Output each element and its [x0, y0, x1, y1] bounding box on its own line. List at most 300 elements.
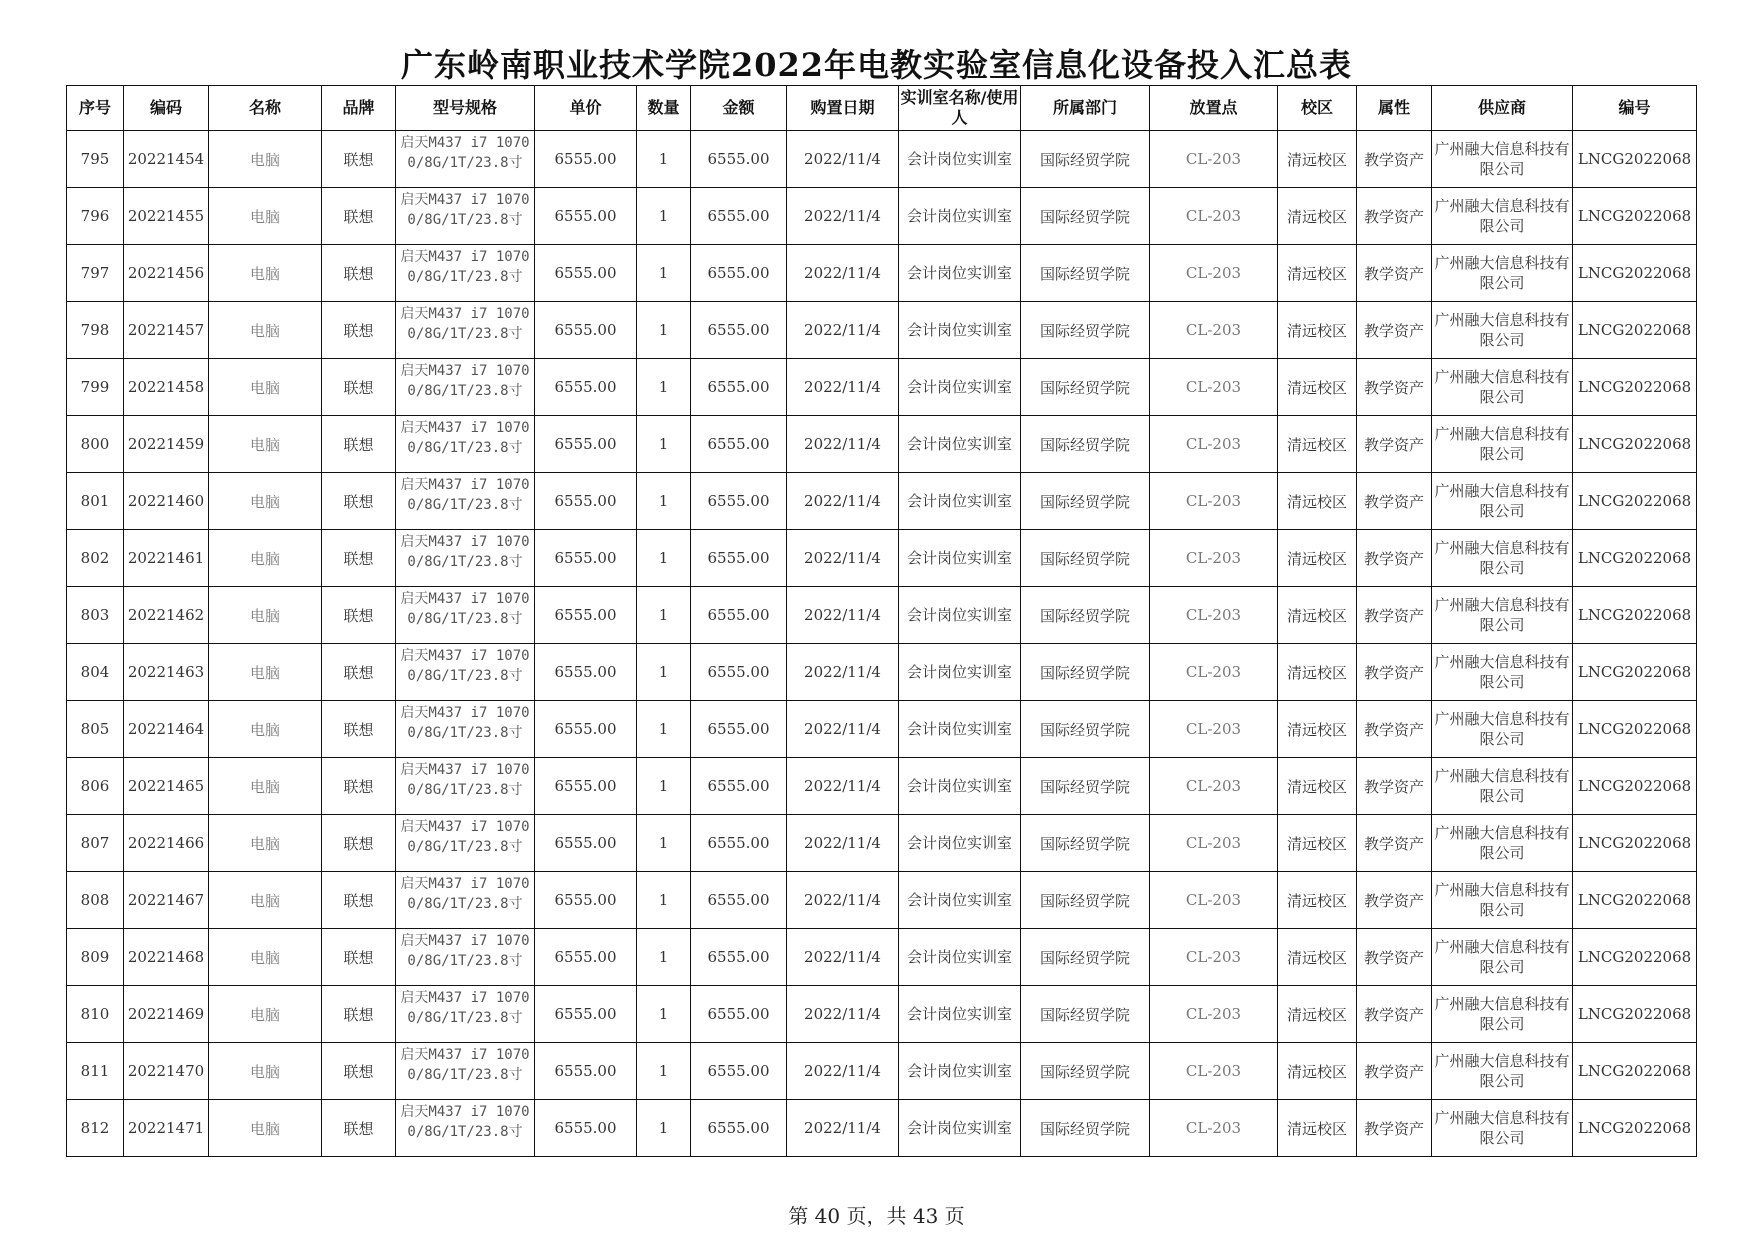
cell-col-model [396, 872, 535, 929]
cell-col-seq: 809 [67, 929, 124, 986]
cell-col-dept: 国际经贸学院 [1021, 701, 1150, 758]
cell-col-model [396, 473, 535, 530]
cell-col-name: 电脑 [209, 530, 322, 587]
cell-col-location: CL-203 [1150, 929, 1278, 986]
cell-col-qty: 1 [637, 815, 691, 872]
cell-col-number: LNCG2022068 [1573, 530, 1697, 587]
cell-col-qty: 1 [637, 245, 691, 302]
cell-col-campus: 清远校区 [1278, 986, 1357, 1043]
cell-col-brand: 联想 [322, 131, 396, 188]
cell-col-supplier [1432, 416, 1573, 473]
model-spec-text: 启天M437 i7 10700/8G/1T/23.8寸 [400, 135, 530, 171]
table-row [67, 986, 1697, 1043]
cell-col-brand: 联想 [322, 815, 396, 872]
cell-col-amount: 6555.00 [691, 1100, 787, 1157]
cell-col-attr: 教学资产 [1357, 758, 1432, 815]
cell-col-amount: 6555.00 [691, 815, 787, 872]
cell-col-attr: 教学资产 [1357, 302, 1432, 359]
cell-col-number: LNCG2022068 [1573, 359, 1697, 416]
cell-col-number: LNCG2022068 [1573, 929, 1697, 986]
page-footer: 第 40 页，共 43 页 [788, 1204, 965, 1228]
cell-col-campus: 清远校区 [1278, 1043, 1357, 1100]
cell-col-qty: 1 [637, 302, 691, 359]
cell-col-unit-price: 6555.00 [535, 359, 637, 416]
cell-col-campus: 清远校区 [1278, 188, 1357, 245]
lab-name-text: 会计岗位实训室 [906, 435, 1012, 453]
cell-col-dept: 国际经贸学院 [1021, 131, 1150, 188]
cell-col-model [396, 416, 535, 473]
cell-col-amount: 6555.00 [691, 416, 787, 473]
cell-col-qty: 1 [637, 359, 691, 416]
cell-col-name: 电脑 [209, 1100, 322, 1157]
model-spec-text: 启天M437 i7 10700/8G/1T/23.8寸 [400, 363, 530, 399]
cell-col-number: LNCG2022068 [1573, 644, 1697, 701]
lab-name-text: 会计岗位实训室 [906, 1119, 1012, 1137]
cell-col-location: CL-203 [1150, 302, 1278, 359]
lab-name-text: 会计岗位实训室 [906, 720, 1012, 738]
cell-col-lab [899, 872, 1021, 929]
cell-col-lab [899, 1043, 1021, 1100]
lab-name-text: 会计岗位实训室 [906, 663, 1012, 681]
cell-col-code: 20221461 [124, 530, 209, 587]
cell-col-code: 20221467 [124, 872, 209, 929]
supplier-text: 广州融大信息科技有限公司 [1434, 824, 1570, 862]
cell-col-date: 2022/11/4 [787, 530, 899, 587]
cell-col-number: LNCG2022068 [1573, 473, 1697, 530]
cell-col-qty: 1 [637, 701, 691, 758]
cell-col-model [396, 986, 535, 1043]
cell-col-seq: 808 [67, 872, 124, 929]
cell-col-unit-price: 6555.00 [535, 416, 637, 473]
table-row [67, 1100, 1697, 1157]
cell-col-number: LNCG2022068 [1573, 302, 1697, 359]
model-spec-text: 启天M437 i7 10700/8G/1T/23.8寸 [400, 648, 530, 684]
model-spec-text: 启天M437 i7 10700/8G/1T/23.8寸 [400, 192, 530, 228]
cell-col-campus: 清远校区 [1278, 701, 1357, 758]
cell-col-qty: 1 [637, 758, 691, 815]
cell-col-location: CL-203 [1150, 815, 1278, 872]
lab-name-text: 会计岗位实训室 [906, 1005, 1012, 1023]
cell-col-seq: 806 [67, 758, 124, 815]
cell-col-dept: 国际经贸学院 [1021, 188, 1150, 245]
cell-col-number: LNCG2022068 [1573, 701, 1697, 758]
cell-col-amount: 6555.00 [691, 644, 787, 701]
cell-col-code: 20221457 [124, 302, 209, 359]
cell-col-supplier [1432, 131, 1573, 188]
lab-name-text: 会计岗位实训室 [906, 606, 1012, 624]
supplier-text: 广州融大信息科技有限公司 [1434, 767, 1570, 805]
header-col-seq: 序号 [67, 86, 124, 131]
cell-col-campus: 清远校区 [1278, 929, 1357, 986]
model-spec-text: 启天M437 i7 10700/8G/1T/23.8寸 [400, 762, 530, 798]
cell-col-code: 20221470 [124, 1043, 209, 1100]
supplier-text: 广州融大信息科技有限公司 [1434, 482, 1570, 520]
cell-col-name: 电脑 [209, 416, 322, 473]
cell-col-date: 2022/11/4 [787, 1043, 899, 1100]
cell-col-attr: 教学资产 [1357, 359, 1432, 416]
cell-col-lab [899, 644, 1021, 701]
cell-col-supplier [1432, 644, 1573, 701]
model-spec-text: 启天M437 i7 10700/8G/1T/23.8寸 [400, 534, 530, 570]
cell-col-number: LNCG2022068 [1573, 416, 1697, 473]
cell-col-model [396, 587, 535, 644]
cell-col-name: 电脑 [209, 986, 322, 1043]
cell-col-supplier [1432, 587, 1573, 644]
cell-col-brand: 联想 [322, 1043, 396, 1100]
cell-col-name: 电脑 [209, 473, 322, 530]
table-row [67, 815, 1697, 872]
cell-col-brand: 联想 [322, 302, 396, 359]
cell-col-amount: 6555.00 [691, 302, 787, 359]
cell-col-attr: 教学资产 [1357, 587, 1432, 644]
cell-col-location: CL-203 [1150, 1100, 1278, 1157]
cell-col-supplier [1432, 986, 1573, 1043]
model-spec-text: 启天M437 i7 10700/8G/1T/23.8寸 [400, 477, 530, 513]
cell-col-brand: 联想 [322, 872, 396, 929]
cell-col-location: CL-203 [1150, 473, 1278, 530]
cell-col-seq: 803 [67, 587, 124, 644]
cell-col-lab [899, 1100, 1021, 1157]
cell-col-campus: 清远校区 [1278, 245, 1357, 302]
cell-col-unit-price: 6555.00 [535, 587, 637, 644]
table-row [67, 587, 1697, 644]
cell-col-lab [899, 587, 1021, 644]
lab-name-text: 会计岗位实训室 [906, 891, 1012, 909]
cell-col-location: CL-203 [1150, 188, 1278, 245]
cell-col-lab [899, 188, 1021, 245]
cell-col-dept: 国际经贸学院 [1021, 815, 1150, 872]
cell-col-dept: 国际经贸学院 [1021, 1043, 1150, 1100]
cell-col-attr: 教学资产 [1357, 701, 1432, 758]
table-row [67, 872, 1697, 929]
table-row [67, 131, 1697, 188]
cell-col-date: 2022/11/4 [787, 587, 899, 644]
table-row [67, 359, 1697, 416]
supplier-text: 广州融大信息科技有限公司 [1434, 710, 1570, 748]
header-col-qty: 数量 [637, 86, 691, 131]
cell-col-model [396, 359, 535, 416]
cell-col-qty: 1 [637, 986, 691, 1043]
cell-col-unit-price: 6555.00 [535, 986, 637, 1043]
cell-col-attr: 教学资产 [1357, 416, 1432, 473]
cell-col-attr: 教学资产 [1357, 986, 1432, 1043]
cell-col-attr: 教学资产 [1357, 1100, 1432, 1157]
cell-col-date: 2022/11/4 [787, 302, 899, 359]
cell-col-supplier [1432, 815, 1573, 872]
cell-col-code: 20221466 [124, 815, 209, 872]
cell-col-qty: 1 [637, 188, 691, 245]
header-col-name: 名称 [209, 86, 322, 131]
cell-col-model [396, 188, 535, 245]
cell-col-unit-price: 6555.00 [535, 530, 637, 587]
cell-col-amount: 6555.00 [691, 131, 787, 188]
supplier-text: 广州融大信息科技有限公司 [1434, 596, 1570, 634]
cell-col-qty: 1 [637, 131, 691, 188]
cell-col-code: 20221468 [124, 929, 209, 986]
cell-col-supplier [1432, 359, 1573, 416]
cell-col-brand: 联想 [322, 530, 396, 587]
header-col-unit-price: 单价 [535, 86, 637, 131]
cell-col-seq: 800 [67, 416, 124, 473]
cell-col-code: 20221463 [124, 644, 209, 701]
cell-col-location: CL-203 [1150, 644, 1278, 701]
cell-col-seq: 796 [67, 188, 124, 245]
cell-col-name: 电脑 [209, 872, 322, 929]
cell-col-brand: 联想 [322, 473, 396, 530]
supplier-text: 广州融大信息科技有限公司 [1434, 311, 1570, 349]
cell-col-code: 20221462 [124, 587, 209, 644]
lab-name-text: 会计岗位实训室 [906, 207, 1012, 225]
cell-col-unit-price: 6555.00 [535, 188, 637, 245]
cell-col-seq: 798 [67, 302, 124, 359]
cell-col-code: 20221455 [124, 188, 209, 245]
cell-col-name: 电脑 [209, 245, 322, 302]
cell-col-amount: 6555.00 [691, 701, 787, 758]
cell-col-date: 2022/11/4 [787, 815, 899, 872]
cell-col-location: CL-203 [1150, 587, 1278, 644]
lab-name-text: 会计岗位实训室 [906, 549, 1012, 567]
cell-col-supplier [1432, 929, 1573, 986]
cell-col-unit-price: 6555.00 [535, 131, 637, 188]
cell-col-campus: 清远校区 [1278, 872, 1357, 929]
model-spec-text: 启天M437 i7 10700/8G/1T/23.8寸 [400, 819, 530, 855]
cell-col-name: 电脑 [209, 701, 322, 758]
cell-col-lab [899, 302, 1021, 359]
cell-col-model [396, 530, 535, 587]
cell-col-amount: 6555.00 [691, 359, 787, 416]
cell-col-seq: 811 [67, 1043, 124, 1100]
cell-col-number: LNCG2022068 [1573, 1100, 1697, 1157]
supplier-text: 广州融大信息科技有限公司 [1434, 995, 1570, 1033]
cell-col-qty: 1 [637, 473, 691, 530]
cell-col-supplier [1432, 302, 1573, 359]
cell-col-lab [899, 929, 1021, 986]
lab-name-text: 会计岗位实训室 [906, 834, 1012, 852]
cell-col-qty: 1 [637, 929, 691, 986]
lab-name-text: 会计岗位实训室 [906, 1062, 1012, 1080]
cell-col-campus: 清远校区 [1278, 131, 1357, 188]
cell-col-unit-price: 6555.00 [535, 701, 637, 758]
header-col-dept: 所属部门 [1021, 86, 1150, 131]
table-row [67, 701, 1697, 758]
cell-col-location: CL-203 [1150, 416, 1278, 473]
cell-col-location: CL-203 [1150, 1043, 1278, 1100]
lab-name-text: 会计岗位实训室 [906, 492, 1012, 510]
cell-col-seq: 805 [67, 701, 124, 758]
cell-col-location: CL-203 [1150, 245, 1278, 302]
cell-col-campus: 清远校区 [1278, 359, 1357, 416]
header-col-date: 购置日期 [787, 86, 899, 131]
cell-col-seq: 801 [67, 473, 124, 530]
cell-col-code: 20221460 [124, 473, 209, 530]
cell-col-supplier [1432, 188, 1573, 245]
cell-col-brand: 联想 [322, 758, 396, 815]
cell-col-lab [899, 530, 1021, 587]
cell-col-campus: 清远校区 [1278, 587, 1357, 644]
page-title: 广东岭南职业技术学院2022年电教实验室信息化设备投入汇总表 [400, 46, 1353, 84]
cell-col-supplier [1432, 1100, 1573, 1157]
cell-col-campus: 清远校区 [1278, 758, 1357, 815]
cell-col-dept: 国际经贸学院 [1021, 1100, 1150, 1157]
cell-col-location: CL-203 [1150, 701, 1278, 758]
table-row [67, 188, 1697, 245]
cell-col-lab [899, 473, 1021, 530]
cell-col-unit-price: 6555.00 [535, 473, 637, 530]
table-row [67, 530, 1697, 587]
cell-col-dept: 国际经贸学院 [1021, 530, 1150, 587]
model-spec-text: 启天M437 i7 10700/8G/1T/23.8寸 [400, 591, 530, 627]
equipment-table [66, 85, 1697, 1157]
cell-col-seq: 812 [67, 1100, 124, 1157]
cell-col-qty: 1 [637, 872, 691, 929]
cell-col-seq: 799 [67, 359, 124, 416]
cell-col-supplier [1432, 1043, 1573, 1100]
cell-col-name: 电脑 [209, 929, 322, 986]
cell-col-campus: 清远校区 [1278, 530, 1357, 587]
cell-col-seq: 810 [67, 986, 124, 1043]
cell-col-lab [899, 701, 1021, 758]
cell-col-code: 20221454 [124, 131, 209, 188]
cell-col-lab [899, 245, 1021, 302]
cell-col-attr: 教学资产 [1357, 644, 1432, 701]
cell-col-attr: 教学资产 [1357, 131, 1432, 188]
cell-col-lab [899, 359, 1021, 416]
cell-col-qty: 1 [637, 530, 691, 587]
cell-col-brand: 联想 [322, 359, 396, 416]
cell-col-unit-price: 6555.00 [535, 644, 637, 701]
cell-col-qty: 1 [637, 416, 691, 473]
cell-col-qty: 1 [637, 587, 691, 644]
cell-col-date: 2022/11/4 [787, 1100, 899, 1157]
cell-col-lab [899, 416, 1021, 473]
cell-col-unit-price: 6555.00 [535, 929, 637, 986]
cell-col-unit-price: 6555.00 [535, 302, 637, 359]
cell-col-amount: 6555.00 [691, 986, 787, 1043]
cell-col-name: 电脑 [209, 359, 322, 416]
cell-col-name: 电脑 [209, 644, 322, 701]
table-row [67, 644, 1697, 701]
cell-col-location: CL-203 [1150, 131, 1278, 188]
cell-col-brand: 联想 [322, 986, 396, 1043]
table-row [67, 416, 1697, 473]
cell-col-attr: 教学资产 [1357, 188, 1432, 245]
table-row [67, 473, 1697, 530]
cell-col-amount: 6555.00 [691, 530, 787, 587]
cell-col-supplier [1432, 245, 1573, 302]
cell-col-dept: 国际经贸学院 [1021, 986, 1150, 1043]
cell-col-unit-price: 6555.00 [535, 1043, 637, 1100]
cell-col-unit-price: 6555.00 [535, 245, 637, 302]
header-col-location: 放置点 [1150, 86, 1278, 131]
model-spec-text: 启天M437 i7 10700/8G/1T/23.8寸 [400, 420, 530, 456]
cell-col-model [396, 758, 535, 815]
cell-col-name: 电脑 [209, 587, 322, 644]
cell-col-model [396, 302, 535, 359]
cell-col-dept: 国际经贸学院 [1021, 416, 1150, 473]
cell-col-location: CL-203 [1150, 530, 1278, 587]
cell-col-name: 电脑 [209, 1043, 322, 1100]
cell-col-seq: 804 [67, 644, 124, 701]
table-row [67, 1043, 1697, 1100]
cell-col-supplier [1432, 872, 1573, 929]
cell-col-number: LNCG2022068 [1573, 758, 1697, 815]
supplier-text: 广州融大信息科技有限公司 [1434, 197, 1570, 235]
cell-col-unit-price: 6555.00 [535, 1100, 637, 1157]
cell-col-date: 2022/11/4 [787, 188, 899, 245]
cell-col-date: 2022/11/4 [787, 758, 899, 815]
cell-col-number: LNCG2022068 [1573, 131, 1697, 188]
header-col-brand: 品牌 [322, 86, 396, 131]
cell-col-number: LNCG2022068 [1573, 872, 1697, 929]
cell-col-model [396, 644, 535, 701]
cell-col-amount: 6555.00 [691, 188, 787, 245]
model-spec-text: 启天M437 i7 10700/8G/1T/23.8寸 [400, 1047, 530, 1083]
supplier-text: 广州融大信息科技有限公司 [1434, 1109, 1570, 1147]
cell-col-code: 20221458 [124, 359, 209, 416]
cell-col-campus: 清远校区 [1278, 473, 1357, 530]
cell-col-date: 2022/11/4 [787, 929, 899, 986]
cell-col-number: LNCG2022068 [1573, 245, 1697, 302]
cell-col-brand: 联想 [322, 245, 396, 302]
model-spec-text: 启天M437 i7 10700/8G/1T/23.8寸 [400, 306, 530, 342]
cell-col-brand: 联想 [322, 644, 396, 701]
cell-col-date: 2022/11/4 [787, 131, 899, 188]
cell-col-amount: 6555.00 [691, 872, 787, 929]
cell-col-code: 20221465 [124, 758, 209, 815]
cell-col-date: 2022/11/4 [787, 473, 899, 530]
cell-col-date: 2022/11/4 [787, 872, 899, 929]
table-row [67, 929, 1697, 986]
header-col-amount: 金额 [691, 86, 787, 131]
supplier-text: 广州融大信息科技有限公司 [1434, 425, 1570, 463]
cell-col-brand: 联想 [322, 701, 396, 758]
cell-col-code: 20221469 [124, 986, 209, 1043]
supplier-text: 广州融大信息科技有限公司 [1434, 539, 1570, 577]
cell-col-lab [899, 131, 1021, 188]
cell-col-dept: 国际经贸学院 [1021, 872, 1150, 929]
lab-name-text: 会计岗位实训室 [906, 264, 1012, 282]
cell-col-attr: 教学资产 [1357, 245, 1432, 302]
cell-col-seq: 807 [67, 815, 124, 872]
cell-col-brand: 联想 [322, 188, 396, 245]
supplier-text: 广州融大信息科技有限公司 [1434, 368, 1570, 406]
cell-col-dept: 国际经贸学院 [1021, 758, 1150, 815]
cell-col-campus: 清远校区 [1278, 302, 1357, 359]
cell-col-date: 2022/11/4 [787, 701, 899, 758]
cell-col-code: 20221459 [124, 416, 209, 473]
cell-col-number: LNCG2022068 [1573, 188, 1697, 245]
cell-col-dept: 国际经贸学院 [1021, 587, 1150, 644]
cell-col-lab [899, 758, 1021, 815]
cell-col-seq: 802 [67, 530, 124, 587]
cell-col-date: 2022/11/4 [787, 359, 899, 416]
cell-col-brand: 联想 [322, 929, 396, 986]
cell-col-code: 20221456 [124, 245, 209, 302]
cell-col-brand: 联想 [322, 1100, 396, 1157]
cell-col-date: 2022/11/4 [787, 644, 899, 701]
cell-col-location: CL-203 [1150, 359, 1278, 416]
cell-col-number: LNCG2022068 [1573, 587, 1697, 644]
header-col-campus: 校区 [1278, 86, 1357, 131]
cell-col-supplier [1432, 701, 1573, 758]
lab-name-text: 会计岗位实训室 [906, 777, 1012, 795]
cell-col-lab [899, 815, 1021, 872]
cell-col-qty: 1 [637, 644, 691, 701]
lab-name-text: 会计岗位实训室 [906, 150, 1012, 168]
cell-col-code: 20221464 [124, 701, 209, 758]
cell-col-model [396, 701, 535, 758]
cell-col-model [396, 245, 535, 302]
